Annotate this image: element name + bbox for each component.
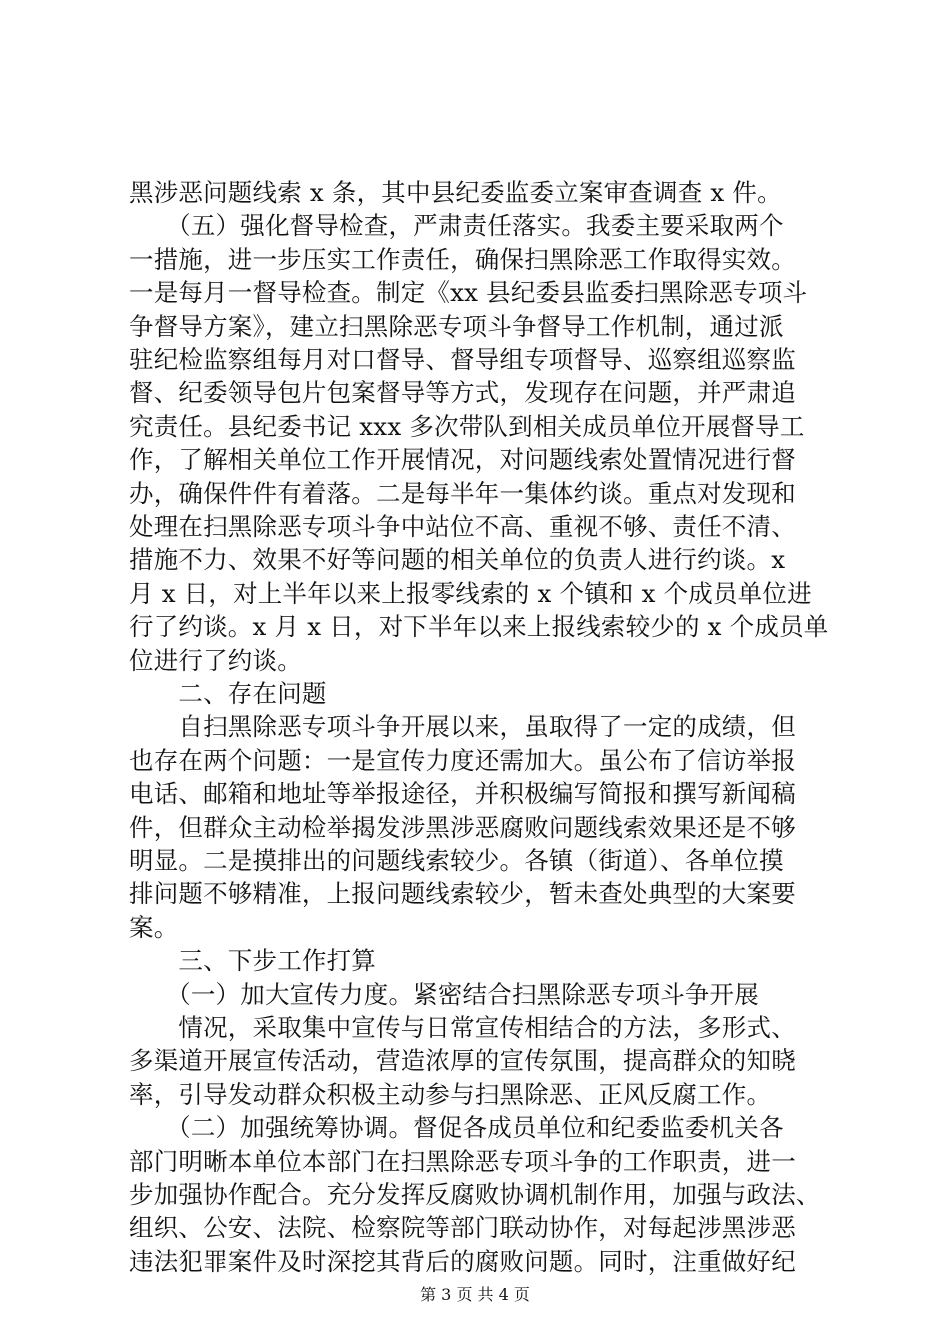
text-line: 步加强协作配合。充分发挥反腐败协调机制作用，加强与政法、 (129, 1180, 821, 1209)
text-line: 一措施，进一步压实工作责任，确保扫黑除恶工作取得实效。 (129, 244, 796, 274)
text-line: 究责任。县纪委书记 xxx 多次带队到相关成员单位开展督导工 (129, 411, 805, 441)
text-line: 排问题不够精准，上报问题线索较少，暂未查处典型的大案要 (129, 879, 796, 909)
text-line: 违法犯罪案件及时深挖其背后的腐败问题。同时，注重做好纪 (129, 1246, 796, 1276)
text-line: 作，了解相关单位工作开展情况，对问题线索处置情况进行督 (129, 445, 796, 475)
section-heading: 二、存在问题 (129, 679, 327, 708)
text-line: 件，但群众主动检举揭发涉黑涉恶腐败问题线索效果还是不够 (129, 812, 796, 842)
text-line: 明显。二是摸排出的问题线索较少。各镇（街道）、各单位摸 (129, 846, 784, 875)
text-line: 处理在扫黑除恶专项斗争中站位不高、重视不够、责任不清、 (129, 512, 796, 541)
text-line: 措施不力、效果不好等问题的相关单位的负责人进行约谈。x (129, 545, 786, 575)
text-line: （一）加大宣传力度。紧密结合扫黑除恶专项斗争开展 (129, 979, 759, 1009)
page-footer: 第 3 页 共 4 页 (420, 1285, 530, 1304)
text-line: 多渠道开展宣传活动，营造浓厚的宣传氛围，提高群众的知晓 (129, 1046, 796, 1076)
text-line: 督、纪委领导包片包案督导等方式，发现存在问题，并严肃追 (129, 378, 796, 408)
text-line: 也存在两个问题：一是宣传力度还需加大。虽公布了信访举报 (129, 745, 796, 775)
text-line: 电话、邮箱和地址等举报途径，并积极编写简报和撰写新闻稿 (129, 779, 796, 809)
text-line: 率，引导发动群众积极主动参与扫黑除恶、正风反腐工作。 (129, 1079, 772, 1109)
text-line: 争督导方案》，建立扫黑除恶专项斗争督导工作机制，通过派 (129, 311, 784, 341)
section-heading: 三、下步工作打算 (129, 946, 376, 976)
text-line: 办，确保件件有着落。二是每半年一集体约谈。重点对发现和 (129, 478, 796, 508)
text-line: 部门明晰本单位本部门在扫黑除恶专项斗争的工作职责，进一 (129, 1146, 796, 1176)
text-line: 位进行了约谈。 (129, 645, 302, 675)
text-line: 驻纪检监察组每月对口督导、督导组专项督导、巡察组巡察监 (129, 345, 796, 374)
text-line: 行了约谈。x 月 x 日，对下半年以来上报线索较少的 x 个成员单 (129, 612, 829, 642)
text-line: （二）加强统筹协调。督促各成员单位和纪委监委机关各 (129, 1113, 784, 1143)
text-line: 月 x 日，对上半年以来上报零线索的 x 个镇和 x 个成员单位进 (129, 578, 812, 608)
text-line: 组织、公安、法院、检察院等部门联动协作，对每起涉黑涉恶 (129, 1213, 796, 1243)
text-line: 自扫黑除恶专项斗争开展以来，虽取得了一定的成绩，但 (129, 712, 796, 742)
text-line: 一是每月一督导检查。制定《xx 县纪委县监委扫黑除恶专项斗 (129, 278, 808, 308)
text-line: 案。 (129, 912, 179, 942)
text-line: 情况，采取集中宣传与日常宣传相结合的方法，多形式、 (129, 1013, 796, 1042)
text-line: （五）强化督导检查，严肃责任落实。我委主要采取两个 (129, 211, 784, 241)
text-line: 黑涉恶问题线索 x 条，其中县纪委监委立案审查调查 x 件。 (129, 178, 782, 207)
